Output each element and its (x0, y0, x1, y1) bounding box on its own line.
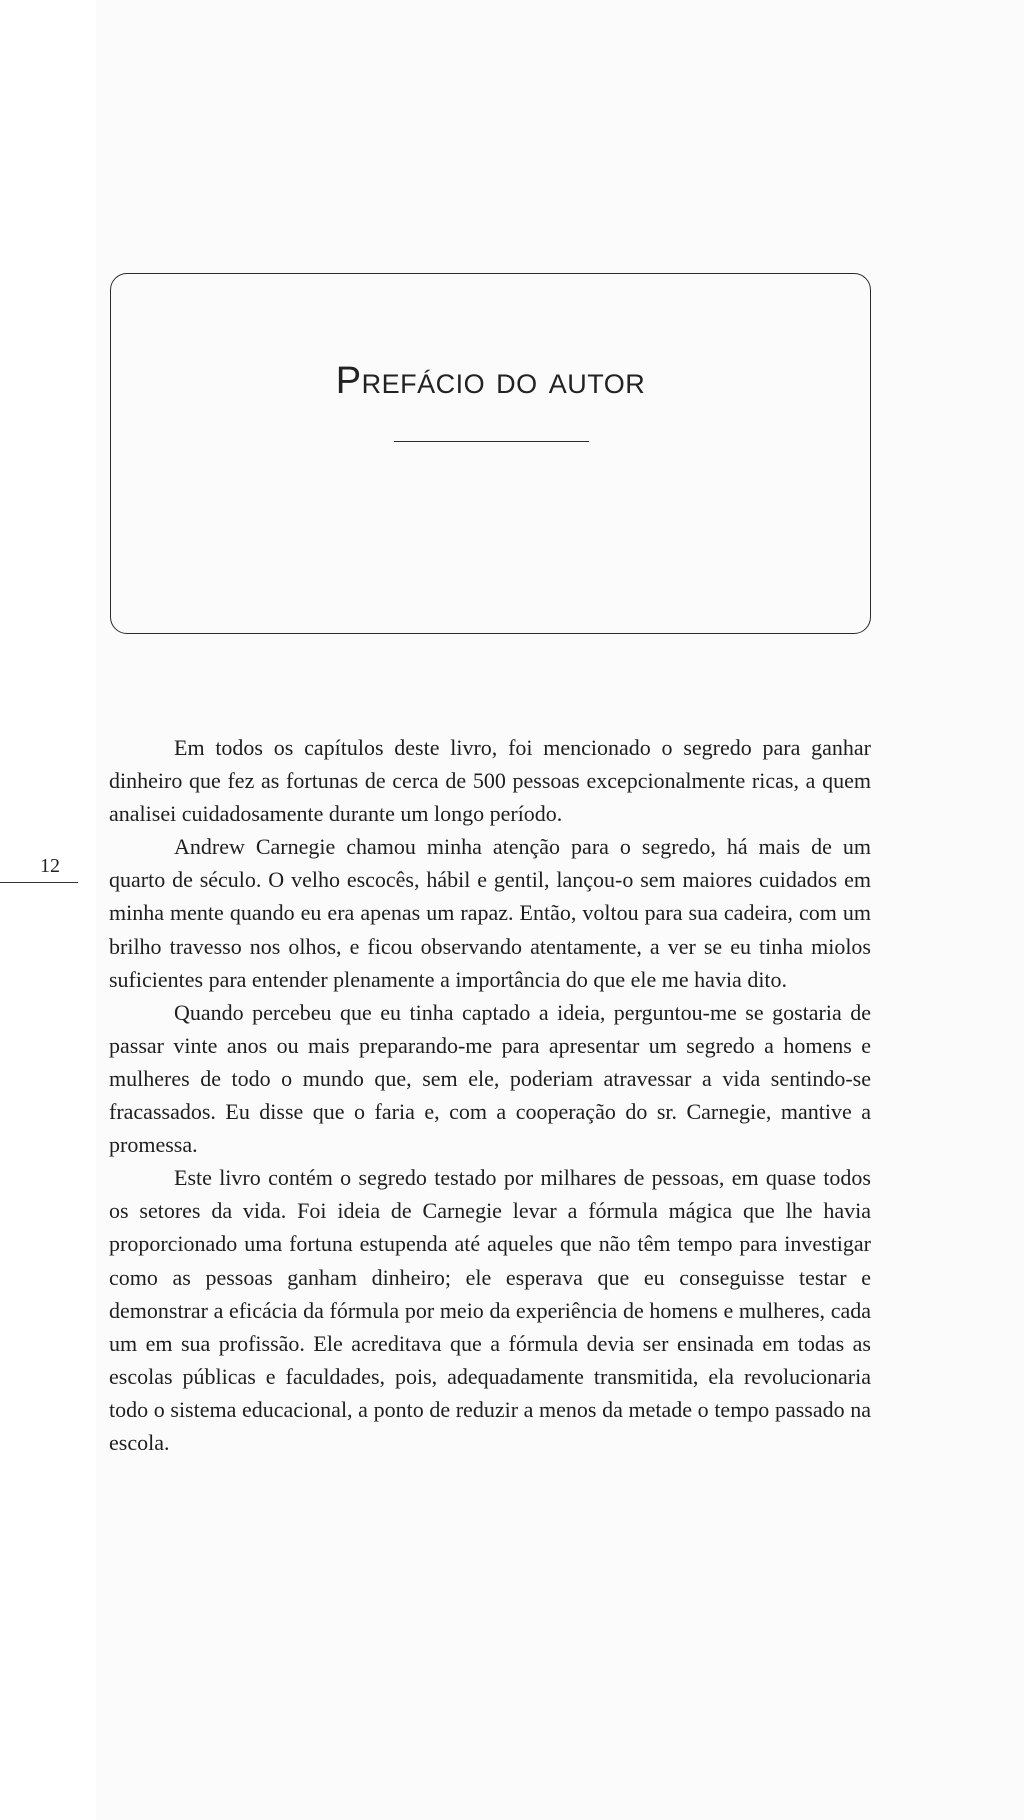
title-underline (394, 441, 589, 442)
chapter-title-box (110, 273, 871, 634)
page-number: 12 (40, 855, 60, 877)
paragraph: Andrew Carnegie chamou minha atenção para o segredo, há mais de um quarto de século. O velho escocês, hábil e gentil, lançou-o sem maiores cuidados em minha mente quando eu era apenas um rapaz. Então, voltou para sua cadeira, com um brilho travesso nos olhos, e ficou observando atentamente, a ver se eu tinha miolos suficientes para entender plenamente a importância do que ele me havia dito. (109, 834, 871, 992)
paragraph: Este livro contém o segredo testado por milhares de pessoas, em quase todos os setores da vida. Foi ideia de Carnegie levar a fórmula mágica que lhe havia proporcionado uma fortuna estupenda até aqueles que não têm tempo para investigar como as pessoas ganham dinheiro; ele esperava que eu conseguisse testar e demonstrar a eficácia da fórmula por meio da experiência de homens e mulheres, cada um em sua profissão. Ele acreditava que a fórmula devia ser ensinada em todas as escolas públicas e faculdades, pois, adequadamente transmitida, ela revolucionaria todo o sistema educacional, a ponto de reduzir a menos da metade o tempo passado na escola. (109, 1165, 871, 1455)
page-number-rule (0, 882, 78, 883)
chapter-title: Prefácio do autor (335, 360, 646, 402)
paragraph: Em todos os capítulos deste livro, foi mencionado o segredo para ganhar dinheiro que fez as fortunas de cerca de 500 pessoas excepcionalmente ricas, a quem analisei cuidadosamente durante um longo período. (109, 735, 871, 827)
body-text (109, 731, 871, 1459)
paragraph: Quando percebeu que eu tinha captado a ideia, perguntou-me se gostaria de passar vinte anos ou mais preparando-me para apresentar um segredo a homens e mulheres de todo o mundo que, sem ele, poderiam atravessar a vida sentindo-se fracassados. Eu disse que o faria e, com a cooperação do sr. Carnegie, mantive a promessa. (109, 999, 871, 1158)
